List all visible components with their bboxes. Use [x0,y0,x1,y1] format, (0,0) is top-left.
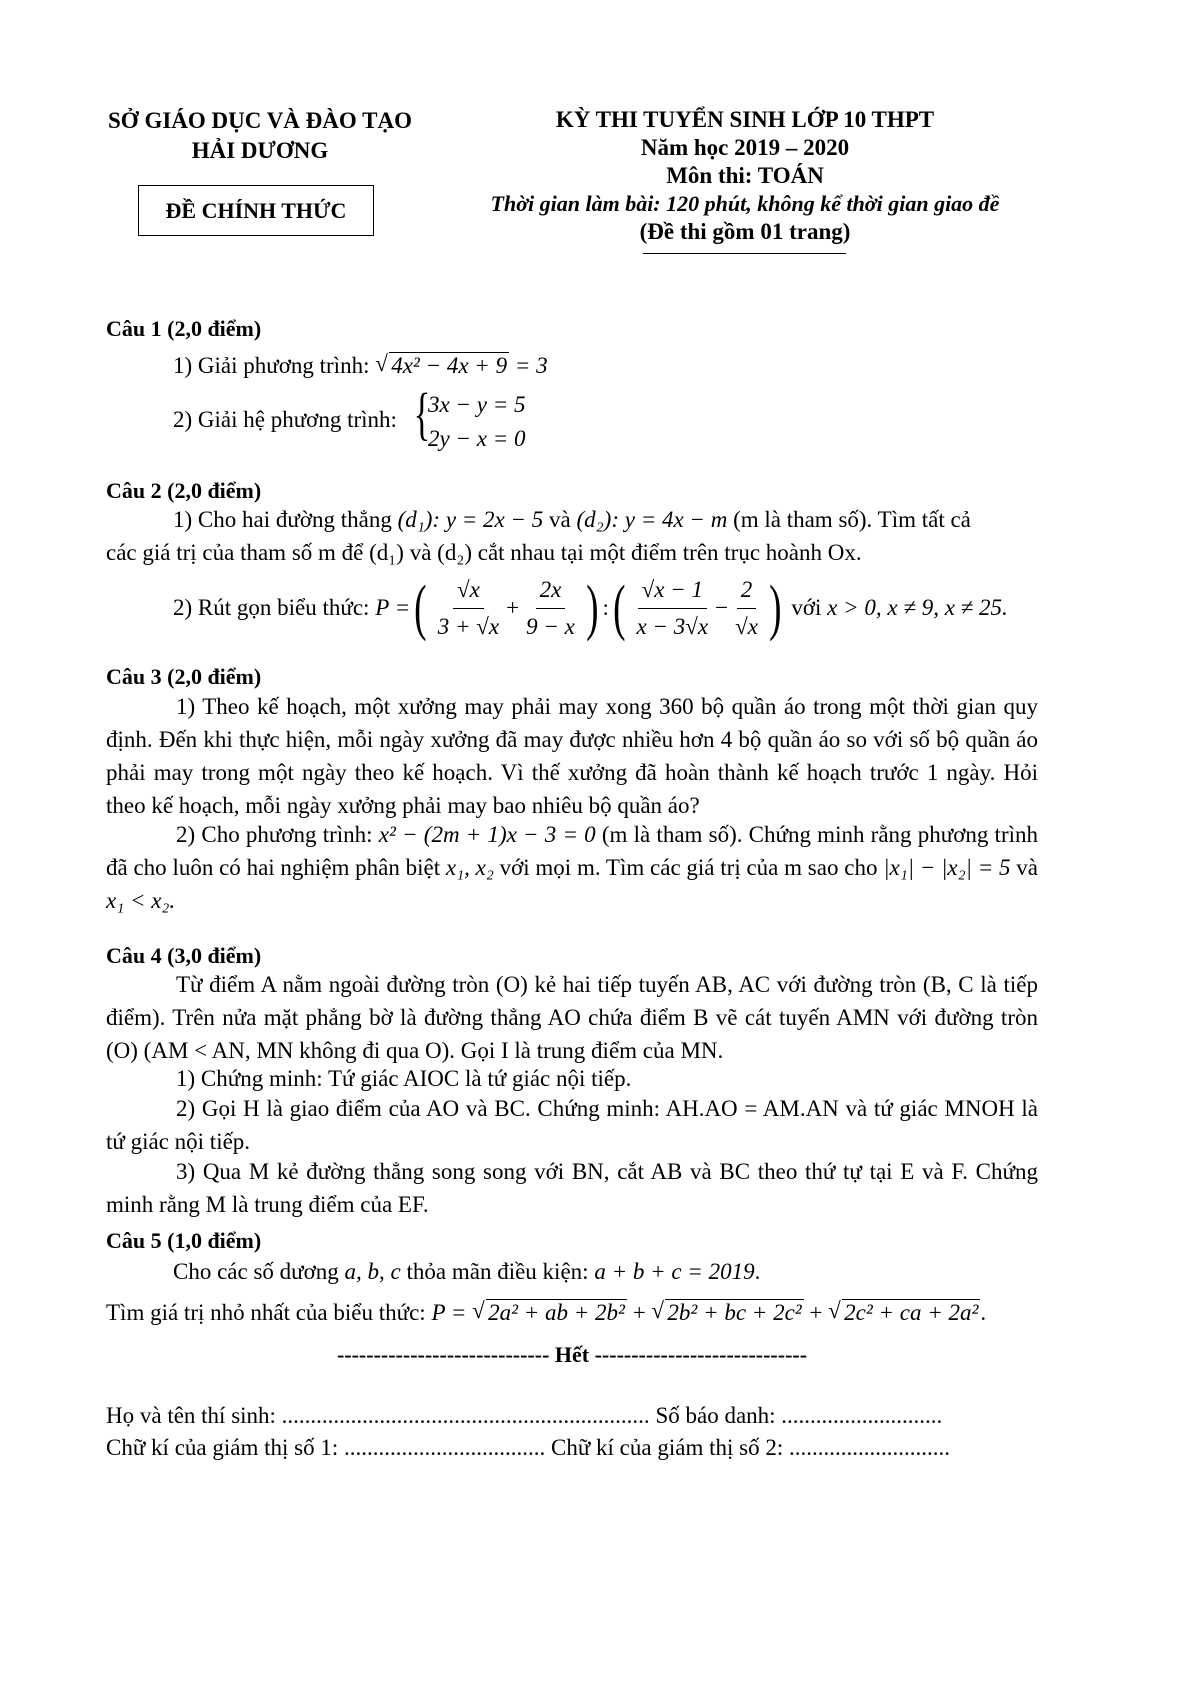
text: với mọi m. Tìm các giá trị của m sao cho [499,855,878,880]
subject: Môn thi: TOÁN [666,163,824,188]
supervisor-2-signature: Chữ kí của giám thị số 2: ............................ [550,1435,950,1460]
header-right [440,106,1050,246]
sqrt-term-3: √ 2c² + ca + 2a² [828,1297,980,1329]
text: thỏa mãn điều kiện: [406,1259,589,1284]
sqrt-term-1: √ 2a² + ab + 2b² [472,1297,627,1329]
condition-label: với [791,595,822,620]
supervisor-1-signature: Chữ kí của giám thị số 1: ................................... [106,1435,546,1460]
denominator: 3 + √x [437,613,500,639]
expression-P: P = [431,1300,467,1325]
numerator: √x − 1 [638,574,707,609]
system-eq-1: 3x − y = 5 [428,392,526,417]
question-2-part-2: 2) Rút gọn biểu thức: P = ( $\frac{√x}{3 + √x}$ + $\frac{2x}{9 - x}$ ) : ( $\frac{√x - 1}{x - 3√x}$ − $\frac{2}{√x}$ ) với x > 0, x ≠ 9, x ≠ 25. [173,574,1008,642]
fraction-4 [731,574,762,643]
denominator: 9 − x [526,613,575,639]
right-paren-icon: ) [769,574,782,642]
question-5-title: Câu 5 (1,0 điểm) [106,1228,262,1253]
fraction-2 [522,574,579,643]
condition-2: x₁ < x₂. [106,888,176,913]
fraction-3 [633,574,713,643]
question-2-title: Câu 2 (2,0 điểm) [106,478,262,503]
question-2-part-1-line-1 [173,504,1033,536]
quadratic-equation: x² − (2m + 1)x − 3 = 0 [378,822,596,847]
supervisor-signatures [106,1432,950,1464]
question-5-line-1: Cho các số dương a, b, c thỏa mãn điều kiện: a + b + c = 2019. [173,1259,761,1284]
department-name: SỞ GIÁO DỤC VÀ ĐÀO TẠO [108,108,412,133]
question-3-title: Câu 3 (2,0 điểm) [106,664,262,689]
equation-rhs: = 3 [514,353,548,378]
equation-d1: y = 2x − 5 [445,507,544,532]
candidate-name-field [106,1400,942,1432]
question-4-part-1: 1) Chứng minh: Tứ giác AIOC là tứ giác nội tiếp. [176,1066,632,1091]
right-paren-icon: ) [585,574,599,642]
text: 2) Cho phương trình: [176,822,373,847]
text: (m là tham số). Tìm tất cả [733,507,971,532]
denominator: x − 3√x [636,613,709,639]
sqrt-expression: √ 4x² − 4x + 9 [375,350,509,382]
question-3-part-1: 1) Theo kế hoạch, một xưởng may phải may xong 360 bộ quần áo trong một thời gian quy định. Đến khi thực hiện, mỗi ngày xưởng đã may được nhiều hơn 4 bộ quần áo so với số bộ quần áo phải may trong một ngày theo kế hoạch. Vì thế xưởng đã hoàn thành kế hoạch trước 1 ngày. Hỏi theo kế hoạch, mỗi ngày xưởng phải may bao nhiêu bộ quần áo? [106,694,1038,818]
left-paren-icon: ( [414,574,427,642]
expression-P: P = [375,595,411,620]
numerator: 2x [536,574,566,609]
school-year: Năm học 2019 – 2020 [640,135,850,160]
equation-d2: y = 4x − m [624,507,728,532]
question-1-title: Câu 1 (2,0 điểm) [106,316,262,341]
constraint: a + b + c = 2019 [594,1259,755,1284]
question-1-part-2-label: 2) Giải hệ phương trình: [173,407,397,432]
condition: x > 0, x ≠ 9, x ≠ 25. [827,595,1008,620]
text: Cho các số dương [173,1259,339,1284]
numerator: √x [453,574,484,609]
line-d1: (d₁): [397,507,441,532]
fraction-1 [434,574,503,643]
page-count-note: (Đề thi gồm 01 trang) [639,219,851,244]
header-underline [643,253,846,254]
text: Tìm giá trị nhỏ nhất của biểu thức: [106,1300,426,1325]
question-4-intro: Từ điểm A nằm ngoài đường tròn (O) kẻ hai tiếp tuyến AB, AC với đường tròn (B, C là tiếp điểm). Trên nửa mặt phẳng bờ là đường thẳng AO chứa điểm B vẽ cát tuyến AMN với đường tròn (O) (AM < AN, MN không đi qua O). Gọi I là trung điểm của MN. [106,972,1038,1063]
text: và [549,507,571,532]
exam-duration: Thời gian làm bài: 120 phút, không kể thời gian giao đề [490,191,1000,216]
question-4-part-3: 3) Qua M kẻ đường thẳng song song với BN, cắt AB và BC theo thứ tự tại E và F. Chứng minh rằng M là trung điểm của EF. [106,1159,1038,1217]
roots: x₁, x₂ [445,855,494,880]
official-exam-badge: ĐỀ CHÍNH THỨC [138,185,374,236]
system-eq-2: 2y − x = 0 [428,426,526,451]
equation-system [428,388,525,456]
province-name: HẢI DƯƠNG [191,138,329,163]
text: (m là tham số). Chứng minh rằng phương trình đã cho luôn có hai nghiệm phân biệt [106,822,1038,880]
question-5-line-2: Tìm giá trị nhỏ nhất của biểu thức: P = √ 2a² + ab + 2b² + √ 2b² + bc + 2c² + √ 2c² + ca + 2a². [106,1297,986,1329]
text: và [1016,855,1038,880]
question-3-part-2 [106,818,1038,917]
exam-title: KỲ THI TUYỂN SINH LỚP 10 THPT [555,107,935,132]
end-marker: ----------------------------- Hết ----------------------------- [336,1342,808,1367]
left-paren-icon: ( [613,574,626,642]
line-d2: (d₂): [576,507,619,532]
brace-icon: { [413,381,431,446]
part-label: 2) Rút gọn biểu thức: [173,595,370,620]
candidate-id-label: Số báo danh: ............................ [655,1403,943,1428]
question-4-title: Câu 4 (3,0 điểm) [106,943,262,968]
denominator: √x [735,613,758,639]
name-label: Họ và tên thí sinh: ................................................................ [106,1403,650,1428]
part-label: 1) Giải phương trình: [173,353,370,378]
condition-1: |x₁| − |x₂| = 5 [883,855,1011,880]
question-4-part-2: 2) Gọi H là giao điểm của AO và BC. Chứng minh: AH.AO = AM.AN và tứ giác MNOH là tứ giác nội tiếp. [106,1096,1038,1154]
variables: a, b, c [344,1259,401,1284]
header-left [90,106,430,166]
sqrt-term-2: √ 2b² + bc + 2c² [651,1297,803,1329]
question-2-part-1-line-2: các giá trị của tham số m để (d₁) và (d₂) cắt nhau tại một điểm trên trục hoành Ox. [106,540,862,565]
numerator: 2 [737,574,757,609]
text: 1) Cho hai đường thẳng [173,507,392,532]
question-1-part-1 [173,350,548,382]
